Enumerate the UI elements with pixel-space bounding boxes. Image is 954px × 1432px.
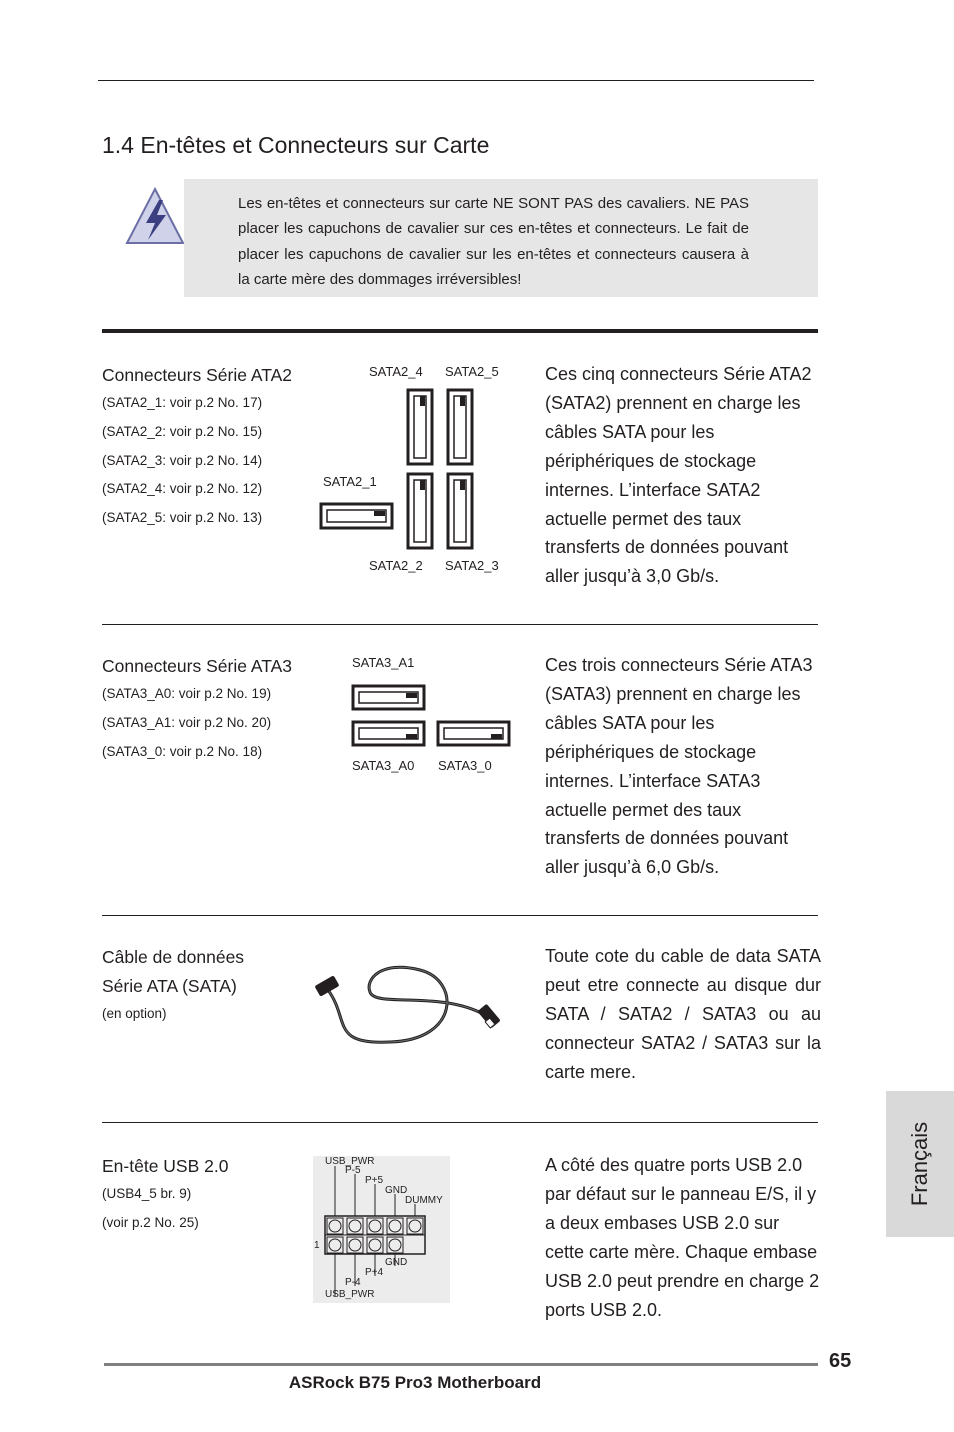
label-sata2-2: SATA2_2 bbox=[369, 558, 423, 573]
cable-description: Toute cote du cable de data SATA peut etre connecte au disque dur SATA / SATA2 / SATA3 ou au connecteur SATA2 / SATA3 sur la carte mere. bbox=[545, 946, 821, 1082]
warning-triangle-lightning-icon bbox=[124, 186, 186, 248]
sata-cable-image bbox=[310, 960, 500, 1050]
sata2-1-connector bbox=[321, 504, 392, 528]
sata2-ref-4: (SATA2_4: voir p.2 No. 12) bbox=[102, 481, 263, 496]
top-rule bbox=[98, 80, 814, 81]
sata2-connector-diagram bbox=[318, 388, 478, 553]
pin-label-one: 1 bbox=[314, 1240, 320, 1251]
cable-title-line2: Série ATA (SATA) bbox=[102, 976, 237, 996]
sata3-ref-3: (SATA3_0: voir p.2 No. 18) bbox=[102, 744, 263, 759]
sata3-a1-connector bbox=[353, 686, 424, 709]
sata2-3-connector bbox=[448, 474, 472, 548]
pin-label-usb-pwr-bot: USB_PWR bbox=[325, 1289, 375, 1300]
sata2-ref-3: (SATA2_3: voir p.2 No. 14) bbox=[102, 453, 263, 468]
label-sata2-5: SATA2_5 bbox=[445, 364, 499, 379]
cable-title-line1: Câble de données bbox=[102, 947, 245, 967]
page-number: 65 bbox=[829, 1350, 852, 1372]
pin-label-gnd-bot: GND bbox=[385, 1257, 408, 1268]
sata2-2-connector bbox=[408, 474, 432, 548]
footer-text: ASRock B75 Pro3 Motherboard bbox=[288, 1373, 542, 1392]
divider-1 bbox=[102, 624, 818, 625]
label-sata2-4: SATA2_4 bbox=[369, 364, 423, 379]
sata2-title: Connecteurs Série ATA2 bbox=[102, 365, 293, 385]
footer-rule bbox=[104, 1363, 818, 1366]
warning-text: Les en-têtes et connecteurs sur carte NE SONT PAS des cavaliers. NE PAS placer les capuchons de cavalier sur ces en-têtes et connecteurs. Le fait de placer les capuchons de cavalier sur les en-têtes et connecteurs causera à la carte mère des dommages irréversibles! bbox=[238, 195, 749, 289]
sata2-ref-5: (SATA2_5: voir p.2 No. 13) bbox=[102, 510, 263, 525]
usb-description: A côté des quatre ports USB 2.0 par défaut sur le panneau E/S, il y a deux embases USB 2.0 sur cette carte mère. Chaque embase USB 2.0 peut prendre en charge 2 ports USB 2.0. bbox=[545, 1155, 820, 1320]
usb-header-diagram bbox=[313, 1156, 450, 1303]
sata2-ref-2: (SATA2_2: voir p.2 No. 15) bbox=[102, 424, 263, 439]
label-sata3-0: SATA3_0 bbox=[438, 758, 492, 773]
label-sata3-a1: SATA3_A1 bbox=[352, 655, 415, 670]
warning-box bbox=[184, 179, 818, 297]
sata2-ref-1: (SATA2_1: voir p.2 No. 17) bbox=[102, 395, 263, 410]
usb-title: En-tête USB 2.0 bbox=[102, 1156, 229, 1176]
divider-2 bbox=[102, 915, 818, 916]
sata3-0-connector bbox=[438, 722, 509, 745]
sata3-ref-1: (SATA3_A0: voir p.2 No. 19) bbox=[102, 686, 272, 701]
cable-note: (en option) bbox=[102, 1006, 167, 1021]
pin-label-p-4: P-4 bbox=[345, 1277, 361, 1288]
sata2-5-connector bbox=[448, 390, 472, 464]
pin-label-pp5: P+5 bbox=[365, 1175, 384, 1186]
sata2-4-connector bbox=[408, 390, 432, 464]
section-title: 1.4 En-têtes et Connecteurs sur Carte bbox=[102, 132, 490, 158]
sata3-ref-2: (SATA3_A1: voir p.2 No. 20) bbox=[102, 715, 272, 730]
pin-label-p-5: P-5 bbox=[345, 1165, 361, 1176]
pin-label-gnd-top: GND bbox=[385, 1185, 408, 1196]
label-sata2-1: SATA2_1 bbox=[323, 474, 377, 489]
language-tab-label: Français bbox=[907, 1121, 932, 1207]
sata3-description: Ces trois connecteurs Série ATA3 (SATA3) prennent en charge les câbles SATA pour les périphériques de stockage internes. L’interface SATA3 actuelle permet des taux transferts de données pouvant aller jusqu’à 6,0 Gb/s. bbox=[545, 655, 813, 878]
thick-rule bbox=[102, 329, 818, 333]
pin-label-dummy: DUMMY bbox=[405, 1195, 443, 1206]
pin-label-pp4: P+4 bbox=[365, 1267, 384, 1278]
sata3-title: Connecteurs Série ATA3 bbox=[102, 656, 293, 676]
sata2-description: Ces cinq connecteurs Série ATA2 (SATA2) prennent en charge les câbles SATA pour les périphériques de stockage internes. L’interface SATA2 actuelle permet des taux transferts de données pouvant aller jusqu’à 3,0 Gb/s. bbox=[545, 364, 812, 587]
pin-label-usb-pwr-top: USB_PWR bbox=[325, 1156, 375, 1167]
sata3-connector-diagram bbox=[350, 683, 512, 749]
label-sata3-a0: SATA3_A0 bbox=[352, 758, 415, 773]
divider-3 bbox=[102, 1122, 818, 1123]
language-tab bbox=[886, 1091, 954, 1237]
usb-ref-2: (voir p.2 No. 25) bbox=[102, 1215, 199, 1230]
label-sata2-3: SATA2_3 bbox=[445, 558, 499, 573]
usb-ref-1: (USB4_5 br. 9) bbox=[102, 1186, 192, 1201]
sata3-a0-connector bbox=[353, 722, 424, 745]
